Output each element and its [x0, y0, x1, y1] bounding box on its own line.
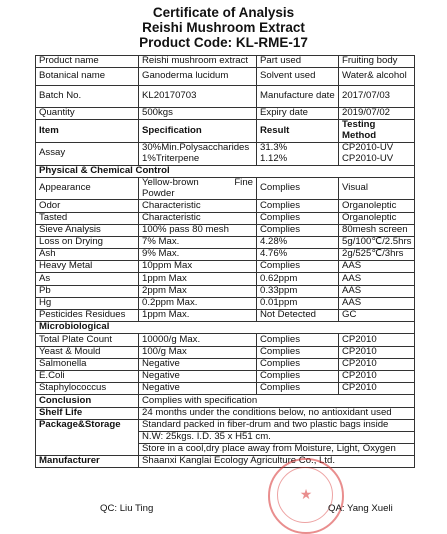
physical-spec: 1ppm Max.: [139, 310, 257, 322]
physical-spec: 2ppm Max: [139, 285, 257, 297]
qa-signature: QA: Yang Xueli: [328, 503, 393, 514]
physical-method: AAS: [339, 297, 415, 309]
physical-method: GC: [339, 310, 415, 322]
physical-result: Not Detected: [257, 310, 339, 322]
label-botanical: Botanical name: [36, 68, 139, 86]
physical-item: Sieve Analysis: [36, 224, 139, 236]
label-manufacturer: Manufacturer: [36, 456, 139, 468]
label-conclusion: Conclusion: [36, 395, 139, 407]
physical-row: [36, 224, 415, 236]
physical-method: Visual: [339, 177, 415, 200]
assay-method-1: CP2010-UV: [342, 142, 394, 153]
physical-result: 4.28%: [257, 236, 339, 248]
physical-item: Pesticides Residues: [36, 310, 139, 322]
micro-item: Yeast & Mould: [36, 346, 139, 358]
col-item: Item: [36, 120, 139, 143]
assay-spec: [139, 142, 257, 165]
section-physical-label: Physical & Chemical Control: [36, 165, 415, 177]
value-manufacturer: Shaanxi Kanglai Ecology Agriculture Co., Ltd.: [139, 456, 415, 468]
row-product-name: [36, 56, 415, 68]
micro-method: CP2010: [339, 334, 415, 346]
value-part-used: Fruiting body: [339, 56, 415, 68]
physical-item: Odor: [36, 200, 139, 212]
value-batch: KL20170703: [139, 86, 257, 108]
row-package-1: [36, 419, 415, 431]
assay-method: [339, 142, 415, 165]
micro-spec: Negative: [139, 383, 257, 395]
physical-row: [36, 200, 415, 212]
micro-item: Staphylococcus: [36, 383, 139, 395]
physical-spec: 0.2ppm Max.: [139, 297, 257, 309]
physical-row: [36, 261, 415, 273]
row-botanical: [36, 68, 415, 86]
value-expiry-date: 2019/07/02: [339, 108, 415, 120]
qc-signature: QC: Liu Ting: [100, 503, 154, 514]
label-solvent: Solvent used: [257, 68, 339, 86]
micro-item: E.Coli: [36, 370, 139, 382]
physical-method: 5g/100℃/2.5hrs: [339, 236, 415, 248]
value-package-1: Standard packed in fiber-drum and two plastic bags inside: [139, 419, 415, 431]
physical-result: 0.33ppm: [257, 285, 339, 297]
micro-row: [36, 383, 415, 395]
physical-result: Complies: [257, 212, 339, 224]
physical-method: AAS: [339, 261, 415, 273]
micro-spec: Negative: [139, 358, 257, 370]
section-micro-label: Microbiological: [36, 322, 415, 334]
micro-result: Complies: [257, 383, 339, 395]
coa-table: [35, 55, 415, 468]
physical-row: [36, 273, 415, 285]
col-result: Result: [257, 120, 339, 143]
row-shelf-life: [36, 407, 415, 419]
physical-spec: 7% Max.: [139, 236, 257, 248]
physical-item: Tasted: [36, 212, 139, 224]
physical-method: AAS: [339, 285, 415, 297]
assay-method-2: CP2010-UV: [342, 152, 394, 164]
micro-result: Complies: [257, 370, 339, 382]
micro-spec: 100/g Max: [139, 346, 257, 358]
physical-method: Organoleptic: [339, 200, 415, 212]
label-manufacture-date: Manufacture date: [257, 86, 339, 108]
value-botanical: Ganoderma lucidum: [139, 68, 257, 86]
physical-result: Complies: [257, 177, 339, 200]
physical-item: Ash: [36, 249, 139, 261]
physical-method: AAS: [339, 273, 415, 285]
label-shelf-life: Shelf Life: [36, 407, 139, 419]
section-physical: [36, 165, 415, 177]
row-manufacturer: [36, 456, 415, 468]
value-conclusion: Complies with specification: [139, 395, 415, 407]
physical-result: 0.01ppm: [257, 297, 339, 309]
product-title: Reishi Mushroom Extract: [142, 20, 305, 35]
value-package-3: Store in a cool,dry place away from Moisture, Light, Oxygen: [139, 444, 415, 456]
micro-result: Complies: [257, 334, 339, 346]
physical-result: Complies: [257, 200, 339, 212]
physical-item: As: [36, 273, 139, 285]
col-testing-method: Testing Method: [339, 120, 415, 143]
label-package: Package&Storage: [36, 419, 139, 456]
micro-row: [36, 358, 415, 370]
company-seal-star-icon: ★: [299, 486, 313, 502]
row-conclusion: [36, 395, 415, 407]
value-product-name: Reishi mushroom extract: [139, 56, 257, 68]
physical-spec: 100% pass 80 mesh: [139, 224, 257, 236]
physical-spec: Characteristic: [139, 200, 257, 212]
physical-method: 80mesh screen: [339, 224, 415, 236]
physical-row: [36, 310, 415, 322]
physical-method: Organoleptic: [339, 212, 415, 224]
physical-item: Loss on Drying: [36, 236, 139, 248]
physical-item: Heavy Metal: [36, 261, 139, 273]
assay-spec-1: 30%Min.Polysaccharides: [142, 142, 250, 153]
section-micro: [36, 322, 415, 334]
row-quantity: [36, 108, 415, 120]
value-shelf-life: 24 months under the conditions below, no antioxidant used: [139, 407, 415, 419]
physical-spec: Characteristic: [139, 212, 257, 224]
assay-result-2: 1.12%: [260, 152, 288, 164]
physical-row: [36, 177, 415, 200]
value-solvent: Water& alcohol: [339, 68, 415, 86]
physical-spec: 10ppm Max: [139, 261, 257, 273]
physical-row: [36, 285, 415, 297]
physical-row: [36, 249, 415, 261]
physical-method: 2g/525℃/3hrs: [339, 249, 415, 261]
value-package-2: N.W: 25kgs. I.D. 35 x H51 cm.: [139, 431, 415, 443]
physical-row: [36, 236, 415, 248]
micro-spec: 10000/g Max.: [139, 334, 257, 346]
micro-result: Complies: [257, 358, 339, 370]
micro-method: CP2010: [339, 370, 415, 382]
physical-item: Hg: [36, 297, 139, 309]
label-expiry-date: Expiry date: [257, 108, 339, 120]
micro-result: Complies: [257, 346, 339, 358]
col-specification: Specification: [139, 120, 257, 143]
row-assay: [36, 142, 415, 165]
physical-result: 4.76%: [257, 249, 339, 261]
row-batch: [36, 86, 415, 108]
physical-spec: 9% Max.: [139, 249, 257, 261]
product-code: Product Code: KL-RME-17: [139, 35, 308, 50]
physical-result: 0.62ppm: [257, 273, 339, 285]
company-seal: [268, 458, 344, 534]
micro-method: CP2010: [339, 358, 415, 370]
micro-item: Salmonella: [36, 358, 139, 370]
document-title: Certificate of Analysis: [152, 5, 295, 20]
physical-row: [36, 212, 415, 224]
label-batch: Batch No.: [36, 86, 139, 108]
micro-item: Total Plate Count: [36, 334, 139, 346]
physical-item: Appearance: [36, 177, 139, 200]
physical-row: [36, 297, 415, 309]
physical-spec: 1ppm Max: [139, 273, 257, 285]
physical-spec: Yellow-brown Fine Powder: [139, 177, 257, 200]
value-manufacture-date: 2017/07/03: [339, 86, 415, 108]
physical-result: Complies: [257, 261, 339, 273]
micro-row: [36, 334, 415, 346]
label-product-name: Product name: [36, 56, 139, 68]
physical-item: Pb: [36, 285, 139, 297]
micro-method: CP2010: [339, 346, 415, 358]
label-part-used: Part used: [257, 56, 339, 68]
assay-spec-2: 1%Triterpene: [142, 152, 200, 164]
micro-spec: Negative: [139, 370, 257, 382]
value-quantity: 500kgs: [139, 108, 257, 120]
micro-row: [36, 370, 415, 382]
assay-item: Assay: [36, 142, 139, 165]
micro-method: CP2010: [339, 383, 415, 395]
physical-result: Complies: [257, 224, 339, 236]
row-column-headers: [36, 120, 415, 143]
assay-result: [257, 142, 339, 165]
micro-row: [36, 346, 415, 358]
assay-result-1: 31.3%: [260, 142, 288, 153]
label-quantity: Quantity: [36, 108, 139, 120]
